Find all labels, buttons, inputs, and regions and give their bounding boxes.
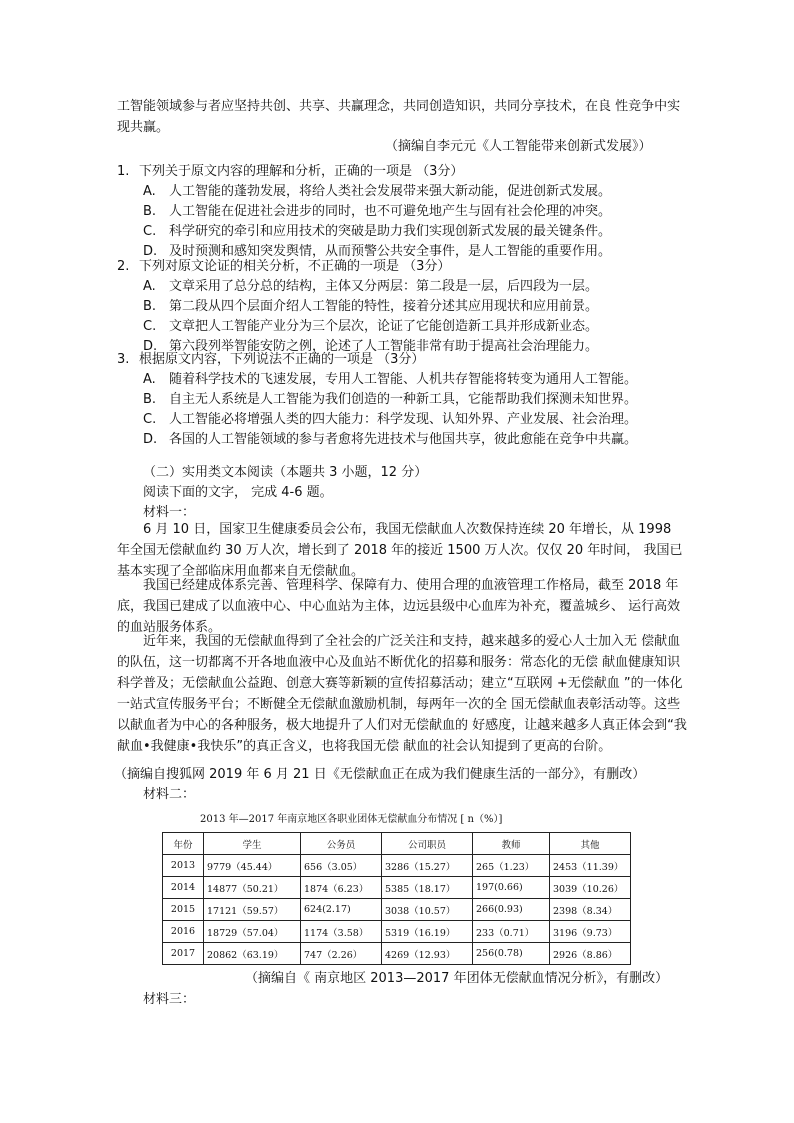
- material-1-source: （摘编自搜狐网 2019 年 6 月 21 日《无偿献血正在成为我们健康生活的一部分》，有删改）: [114, 767, 646, 782]
- col-header: 公司职员: [382, 833, 473, 855]
- material-1-paragraph-3: 近年来，我国的无偿献血得到了全社会的广泛关注和支持，越来越多的爱心人士加入无 偿献血的队伍，这一切都离不开各地血液中心及血站不断优化的招募和服务：常态化的无偿 献血健康知识科学普及；无偿献血公益跑、创意大赛等新颖的宣传招募活动；建立“互联网 +无偿献血 ”的一体化一站式宣传服务平台；不断健全无偿献血激励机制，每两年一次的全 国无偿献血表彰活动等。这些以献血者为中心的各种服务，极大地提升了人们对无偿献血的 好感度，让越来越多人真正体会到“我献血•我健康•我快乐”的真正含义，也将我国无偿 献血的社会认知提到了更高的台阶。: [117, 634, 687, 754]
- table-row: 2014 14877（50.21） 1874（6.23） 5385（18.17） 197(0.66) 3039（10.26）: [163, 877, 631, 899]
- table-row: 2017 20862（63.19） 747（2.26） 4269（12.93） 256(0.78) 2926（8.86）: [163, 943, 631, 965]
- col-header: 教师: [473, 833, 550, 855]
- passage-ending-paragraph: 工智能领域参与者应坚持共创、共享、共赢理念，共同创造知识，共同分享技术，在良 性竞争中实现共赢。: [117, 99, 681, 135]
- blood-donation-table: [162, 832, 631, 965]
- instruction: 阅读下面的文字， 完成 4-6 题。: [143, 485, 333, 500]
- question-number: 3.: [117, 352, 130, 367]
- question-2: [117, 257, 697, 357]
- option-d: D. 各国的人工智能领域的参与者愈将先进技术与他国共享，彼此愈能在竞争中共赢。: [143, 432, 638, 447]
- material-2-source: （摘编自《 南京地区 2013—2017 年团体无偿献血情况分析》，有删改）: [245, 971, 669, 986]
- material-1-paragraph-1: 6 月 10 日，国家卫生健康委员会公布，我国无偿献血人次数保持连续 20 年增长，从 1998 年全国无偿献血约 30 万人次，增长到了 2018 年的接近 1500 万人次。仅仅 20 年时间， 我国已基本实现了全部临床用血都来自无偿献血。: [117, 522, 683, 579]
- col-header: 其他: [550, 833, 631, 855]
- question-stem: 根据原文内容，下列说法不正确的一项是 （3分）: [139, 352, 425, 367]
- question-1: [117, 162, 697, 262]
- table-row: 2013 9779（45.44） 656（3.05） 3286（15.27） 265（1.23） 2453（11.39）: [163, 855, 631, 877]
- option-d: D. 及时预测和感知突发舆情，从而预警公共安全事件，是人工智能的重要作用。: [143, 244, 612, 259]
- material-3-label: 材料三：: [143, 992, 196, 1007]
- option-c: C. 科学研究的牵引和应用技术的突破是助力我们实现创新式发展的最关键条件。: [143, 224, 612, 239]
- question-number: 1.: [117, 164, 130, 179]
- table-title: 2013 年—2017 年南京地区各职业团体无偿献血分布情况 [ n（%）]: [200, 814, 503, 825]
- question-3: [117, 350, 697, 450]
- question-stem: 下列关于原文内容的理解和分析，正确的一项是 （3分）: [139, 164, 464, 179]
- material-2-label: 材料二：: [143, 787, 196, 802]
- option-b: B. 自主无人系统是人工智能为我们创造的一种新工具，它能帮助我们探测未知世界。: [143, 392, 638, 407]
- option-b: B. 人工智能在促进社会进步的同时，也不可避免地产生与固有社会伦理的冲突。: [143, 204, 612, 219]
- option-b: B. 第二段从四个层面介绍人工智能的特性，接着分述其应用现状和应用前景。: [143, 299, 599, 314]
- table-row: 2016 18729（57.04） 1174（3.58） 5319（16.19） 233（0.71） 3196（9.73）: [163, 921, 631, 943]
- col-header: 公务员: [301, 833, 382, 855]
- material-1-label: 材料一：: [143, 505, 196, 520]
- option-c: C. 人工智能必将增强人类的四大能力：科学发现、认知外界、产业发展、社会治理。: [143, 412, 638, 427]
- option-c: C. 文章把人工智能产业分为三个层次，论证了它能创造新工具并形成新业态。: [143, 319, 599, 334]
- question-number: 2.: [117, 259, 130, 274]
- table-header-row: [163, 833, 631, 855]
- question-stem: 下列对原文论证的相关分析，不正确的一项是 （3分）: [139, 259, 451, 274]
- option-d: D. 第六段列举智能安防之例，论述了人工智能非常有助于提高社会治理能力。: [143, 339, 599, 354]
- option-a: A. 文章采用了总分总的结构，主体又分两层：第二段是一层，后四段为一层。: [143, 279, 599, 294]
- material-1-paragraph-2: 我国已经建成体系完善、管理科学、保障有力、使用合理的血液管理工作格局，截至 2018 年底，我国已建成了以血液中心、中心血站为主体，边远县级中心血库为补充，覆盖城乡、 运行高效的血站服务体系。: [117, 578, 681, 635]
- passage-source: （摘编自李元元《人工智能带来创新式发展》）: [385, 139, 652, 154]
- section-heading: （二）实用类文本阅读（本题共 3 小题，12 分）: [143, 465, 428, 480]
- col-header: 学生: [204, 833, 301, 855]
- option-a: A. 人工智能的蓬勃发展，将给人类社会发展带来强大新动能，促进创新式发展。: [143, 184, 612, 199]
- option-a: A. 随着科学技术的飞速发展，专用人工智能、人机共存智能将转变为通用人工智能。: [143, 372, 638, 387]
- col-header: 年份: [163, 833, 204, 855]
- table-row: 2015 17121（59.57） 624(2.17) 3038（10.57） 266(0.93) 2398（8.34）: [163, 899, 631, 921]
